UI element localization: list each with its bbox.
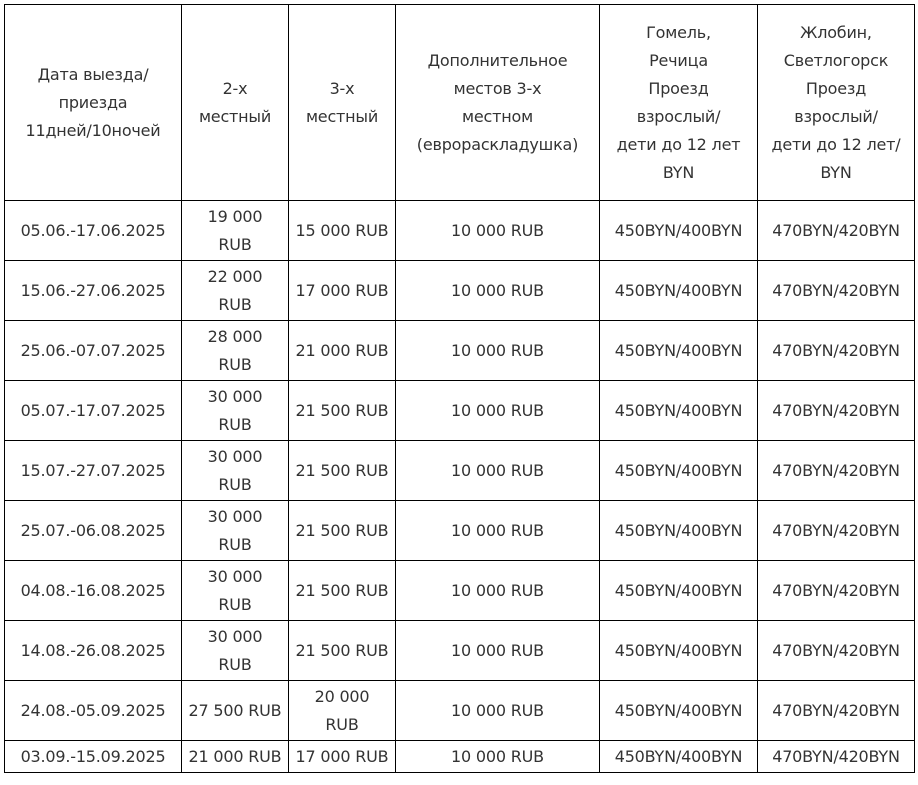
triple-room-price: 17 000 RUB <box>289 741 396 773</box>
triple-room-price: 21 500 RUB <box>289 381 396 441</box>
date-cell: 03.09.-15.09.2025 <box>5 741 182 773</box>
table-header-row <box>5 5 915 201</box>
date-cell: 14.08.-26.08.2025 <box>5 621 182 681</box>
triple-room-price: 21 000 RUB <box>289 321 396 381</box>
date-cell: 25.06.-07.07.2025 <box>5 321 182 381</box>
extra-bed-price: 10 000 RUB <box>396 381 600 441</box>
double-room-price: 30 000 RUB <box>182 621 289 681</box>
extra-bed-price: 10 000 RUB <box>396 621 600 681</box>
double-room-price: 22 000 RUB <box>182 261 289 321</box>
gomel-fare: 450BYN/400BYN <box>600 381 758 441</box>
header-triple-room: 3-х местный <box>289 5 396 201</box>
triple-room-price: 17 000 RUB <box>289 261 396 321</box>
gomel-fare: 450BYN/400BYN <box>600 681 758 741</box>
header-gomel-fare: Гомель, Речица Проезд взрослый/ дети до 12 лет BYN <box>600 5 758 201</box>
date-cell: 25.07.-06.08.2025 <box>5 501 182 561</box>
table-row <box>5 681 915 741</box>
gomel-fare: 450BYN/400BYN <box>600 201 758 261</box>
extra-bed-price: 10 000 RUB <box>396 741 600 773</box>
zhlobin-fare: 470BYN/420BYN <box>758 441 915 501</box>
gomel-fare: 450BYN/400BYN <box>600 741 758 773</box>
double-room-price: 30 000 RUB <box>182 441 289 501</box>
date-cell: 15.07.-27.07.2025 <box>5 441 182 501</box>
extra-bed-price: 10 000 RUB <box>396 261 600 321</box>
double-room-price: 27 500 RUB <box>182 681 289 741</box>
triple-room-price: 21 500 RUB <box>289 501 396 561</box>
table-row <box>5 261 915 321</box>
header-double-room: 2-х местный <box>182 5 289 201</box>
date-cell: 05.07.-17.07.2025 <box>5 381 182 441</box>
double-room-price: 30 000 RUB <box>182 381 289 441</box>
header-date: Дата выезда/ приезда 11дней/10ночей <box>5 5 182 201</box>
double-room-price: 30 000 RUB <box>182 501 289 561</box>
zhlobin-fare: 470BYN/420BYN <box>758 681 915 741</box>
gomel-fare: 450BYN/400BYN <box>600 621 758 681</box>
extra-bed-price: 10 000 RUB <box>396 561 600 621</box>
header-extra-bed: Дополнительное местов 3-х местном (еврораскладушка) <box>396 5 600 201</box>
triple-room-price: 21 500 RUB <box>289 441 396 501</box>
extra-bed-price: 10 000 RUB <box>396 321 600 381</box>
zhlobin-fare: 470BYN/420BYN <box>758 621 915 681</box>
extra-bed-price: 10 000 RUB <box>396 441 600 501</box>
table-row <box>5 321 915 381</box>
date-cell: 15.06.-27.06.2025 <box>5 261 182 321</box>
table-row <box>5 621 915 681</box>
gomel-fare: 450BYN/400BYN <box>600 501 758 561</box>
triple-room-price: 21 500 RUB <box>289 561 396 621</box>
double-room-price: 19 000 RUB <box>182 201 289 261</box>
date-cell: 24.08.-05.09.2025 <box>5 681 182 741</box>
extra-bed-price: 10 000 RUB <box>396 501 600 561</box>
price-table-container <box>4 4 915 773</box>
table-row <box>5 381 915 441</box>
gomel-fare: 450BYN/400BYN <box>600 441 758 501</box>
double-room-price: 30 000 RUB <box>182 561 289 621</box>
triple-room-price: 21 500 RUB <box>289 621 396 681</box>
gomel-fare: 450BYN/400BYN <box>600 261 758 321</box>
zhlobin-fare: 470BYN/420BYN <box>758 741 915 773</box>
zhlobin-fare: 470BYN/420BYN <box>758 321 915 381</box>
gomel-fare: 450BYN/400BYN <box>600 321 758 381</box>
header-zhlobin-fare: Жлобин, Светлогорск Проезд взрослый/ дети до 12 лет/ BYN <box>758 5 915 201</box>
zhlobin-fare: 470BYN/420BYN <box>758 561 915 621</box>
extra-bed-price: 10 000 RUB <box>396 681 600 741</box>
zhlobin-fare: 470BYN/420BYN <box>758 381 915 441</box>
double-room-price: 28 000 RUB <box>182 321 289 381</box>
table-row <box>5 561 915 621</box>
date-cell: 05.06.-17.06.2025 <box>5 201 182 261</box>
extra-bed-price: 10 000 RUB <box>396 201 600 261</box>
triple-room-price: 20 000 RUB <box>289 681 396 741</box>
double-room-price: 21 000 RUB <box>182 741 289 773</box>
table-row <box>5 741 915 773</box>
triple-room-price: 15 000 RUB <box>289 201 396 261</box>
zhlobin-fare: 470BYN/420BYN <box>758 501 915 561</box>
table-row <box>5 441 915 501</box>
date-cell: 04.08.-16.08.2025 <box>5 561 182 621</box>
zhlobin-fare: 470BYN/420BYN <box>758 261 915 321</box>
price-table <box>4 4 915 773</box>
table-row <box>5 501 915 561</box>
table-row <box>5 201 915 261</box>
gomel-fare: 450BYN/400BYN <box>600 561 758 621</box>
zhlobin-fare: 470BYN/420BYN <box>758 201 915 261</box>
